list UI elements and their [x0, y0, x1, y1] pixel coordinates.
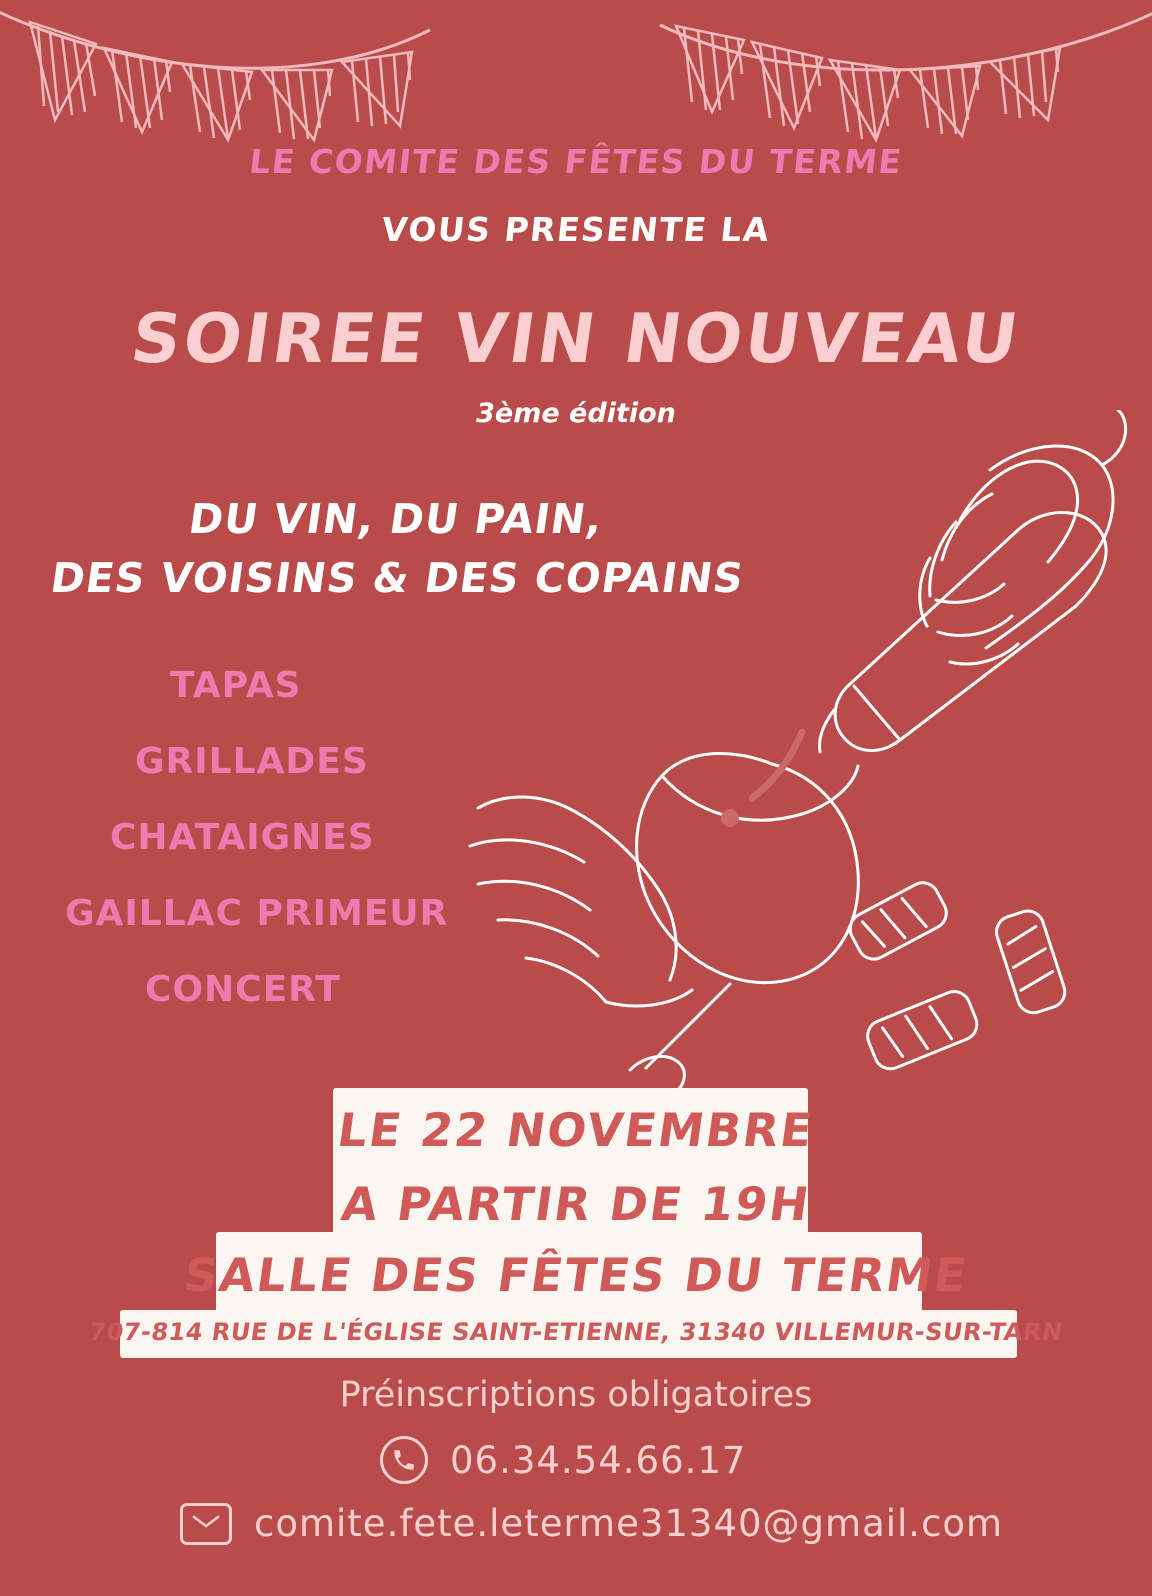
- tagline-line-1: DU VIN, DU PAIN,: [185, 495, 607, 543]
- page-title: SOIREE VIN NOUVEAU: [126, 300, 1026, 379]
- phone-icon: [380, 1436, 428, 1484]
- list-item: CHATAIGNES: [110, 817, 375, 858]
- organizer-line: LE COMITE DES FÊTES DU TERME: [247, 142, 905, 181]
- bunting-decoration: [0, 0, 1152, 150]
- list-item: GRILLADES: [135, 741, 369, 782]
- tagline: [47, 490, 824, 609]
- phone-number: 06.34.54.66.17: [450, 1438, 747, 1482]
- list-item: GAILLAC PRIMEUR: [65, 893, 449, 934]
- list-item: CONCERT: [145, 969, 341, 1010]
- event-date: LE 22 NOVEMBRE: [334, 1103, 818, 1157]
- presents-line: VOUS PRESENTE LA: [379, 210, 773, 249]
- list-item: TAPAS: [170, 665, 302, 706]
- event-venue: SALLE DES FÊTES DU TERME: [180, 1248, 972, 1302]
- event-address: 707-814 RUE DE L'ÉGLISE SAINT-ETIENNE, 31340 VILLEMUR-SUR-TARN: [87, 1318, 1065, 1346]
- tagline-line-2: DES VOISINS & DES COPAINS: [47, 554, 748, 603]
- mail-icon: [180, 1503, 232, 1545]
- email-contact[interactable]: [180, 1502, 1003, 1545]
- menu-list: [60, 665, 480, 1045]
- phone-contact[interactable]: [380, 1436, 746, 1484]
- edition-label: 3ème édition: [476, 398, 676, 429]
- registration-note: Préinscriptions obligatoires: [339, 1375, 813, 1415]
- event-time: A PARTIR DE 19H: [338, 1177, 814, 1231]
- email-address: comite.fete.leterme31340@gmail.com: [254, 1502, 1004, 1545]
